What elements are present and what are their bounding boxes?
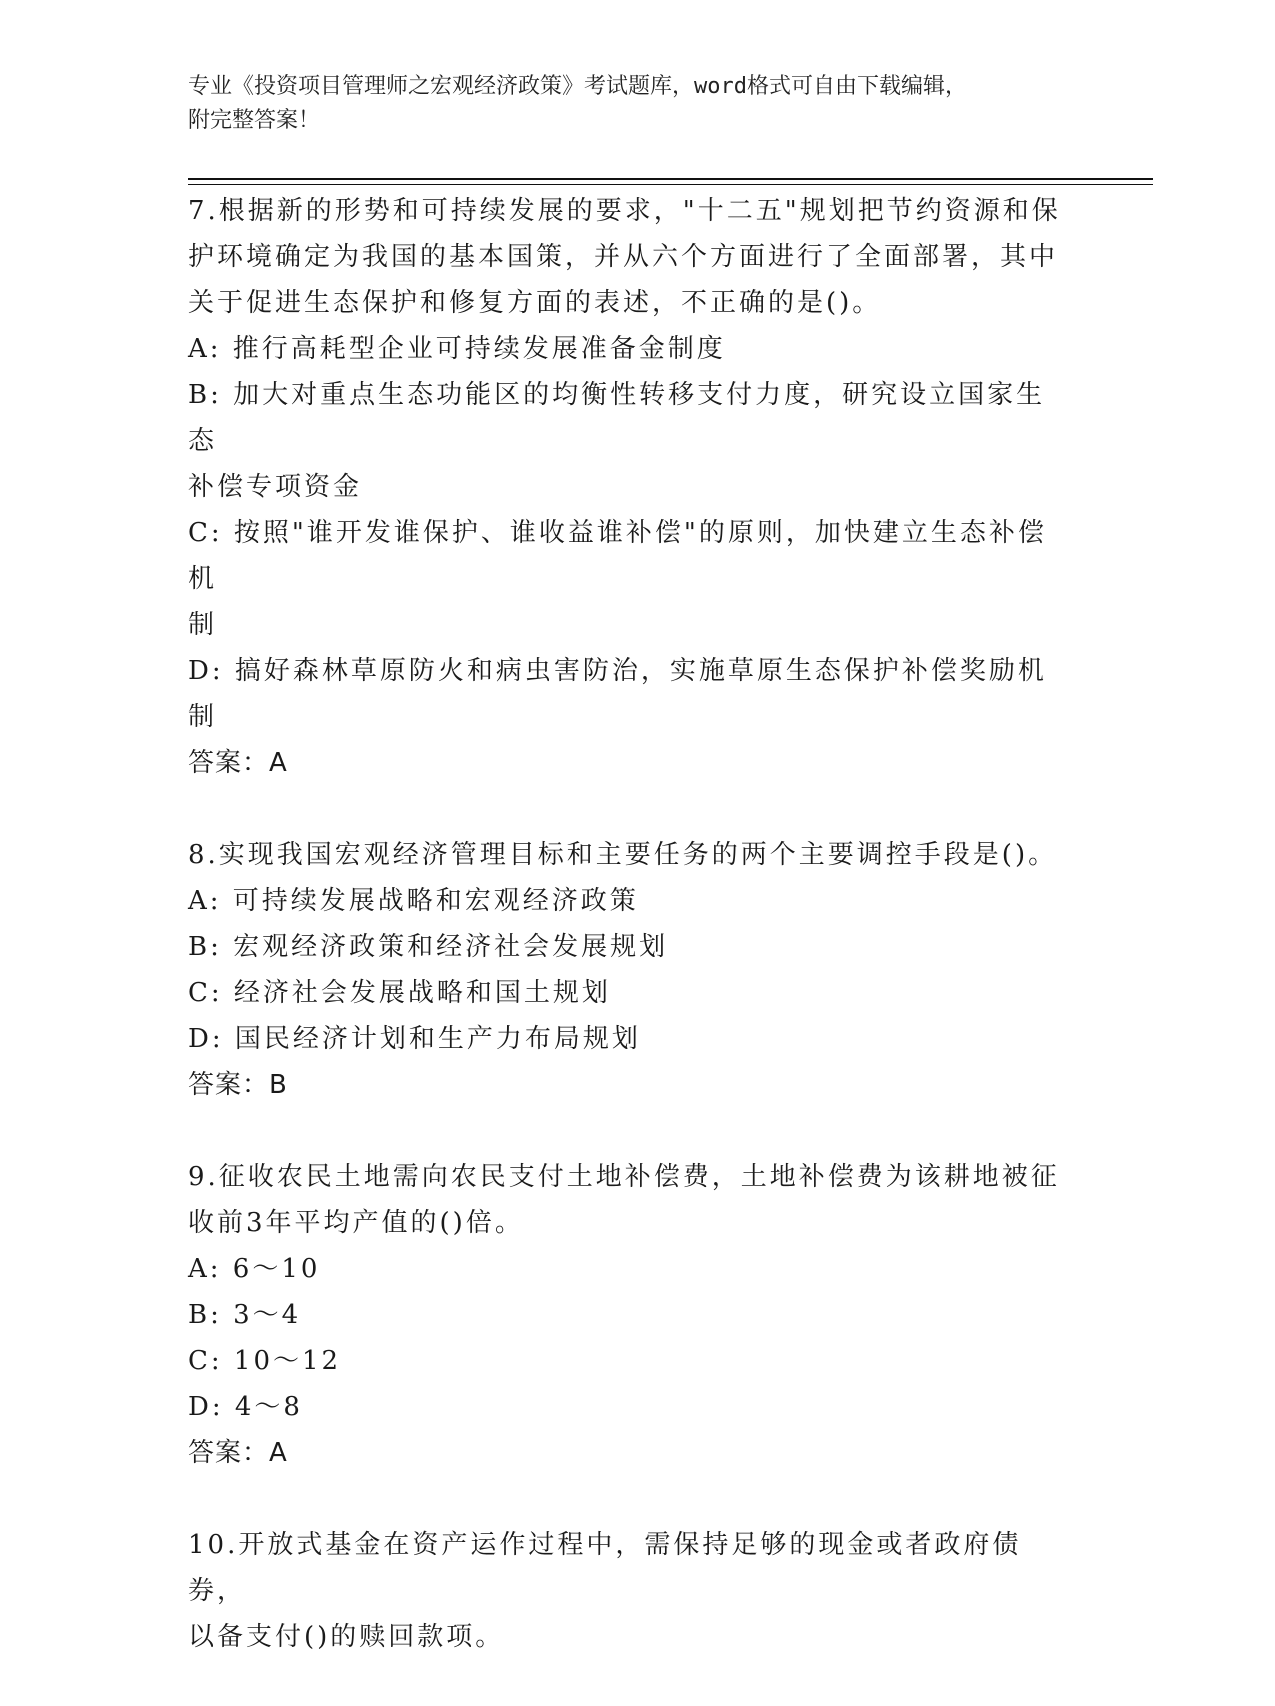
question-stem-line: 收前3年平均产值的()倍。 [188, 1208, 524, 1238]
question-stem-line: 护环境确定为我国的基本国策，并从六个方面进行了全面部署，其中 [188, 242, 1059, 272]
option-a: A: 可持续发展战略和宏观经济政策 [188, 886, 639, 916]
option-c: C: 经济社会发展战略和国土规划 [188, 978, 611, 1008]
answer-label: 答案：A [188, 748, 288, 778]
question-stem-line: 以备支付()的赎回款项。 [188, 1622, 505, 1652]
page-header [188, 70, 1088, 138]
option-d: D: 4～8 [188, 1392, 303, 1422]
question-list [188, 188, 1068, 1706]
question-7 [188, 188, 1068, 786]
answer-label: 答案：A [188, 1438, 288, 1468]
question-8 [188, 832, 1068, 1108]
option-c: C: 10～12 [188, 1346, 342, 1376]
option-b: B: 3～4 [188, 1300, 302, 1330]
option-b: B: 加大对重点生态功能区的均衡性转移支付力度，研究设立国家生态 [188, 380, 1046, 456]
header-rule-thick [188, 178, 1153, 180]
question-10 [188, 1522, 1068, 1660]
option-d: D: 搞好森林草原防火和病虫害防治，实施草原生态保护补偿奖励机制 [188, 656, 1047, 732]
option-a: A: 6～10 [188, 1254, 321, 1284]
header-rule-thin [188, 184, 1153, 185]
option-b-continued: 补偿专项资金 [188, 472, 363, 502]
question-stem-line: 10.开放式基金在资产运作过程中，需保持足够的现金或者政府债券， [188, 1530, 1022, 1606]
question-9 [188, 1154, 1068, 1476]
question-stem-line: 7.根据新的形势和可持续发展的要求，"十二五"规划把节约资源和保 [188, 196, 1061, 226]
question-stem-line: 9.征收农民土地需向农民支付土地补偿费，土地补偿费为该耕地被征 [188, 1162, 1060, 1192]
option-d: D: 国民经济计划和生产力布局规划 [188, 1024, 641, 1054]
header-line-2: 附完整答案！ [188, 108, 321, 133]
option-c: C: 按照"谁开发谁保护、谁收益谁补偿"的原则，加快建立生态补偿机 [188, 518, 1047, 594]
answer-label: 答案：B [188, 1070, 288, 1100]
question-stem-line: 8.实现我国宏观经济管理目标和主要任务的两个主要调控手段是()。 [188, 840, 1058, 870]
option-b: B: 宏观经济政策和经济社会发展规划 [188, 932, 669, 962]
option-a: A: 推行高耗型企业可持续发展准备金制度 [188, 334, 726, 364]
question-stem-line: 关于促进生态保护和修复方面的表述，不正确的是()。 [188, 288, 882, 318]
header-line-1: 专业《投资项目管理师之宏观经济政策》考试题库，word格式可自由下载编辑， [188, 74, 967, 99]
option-c-continued: 制 [188, 610, 218, 640]
